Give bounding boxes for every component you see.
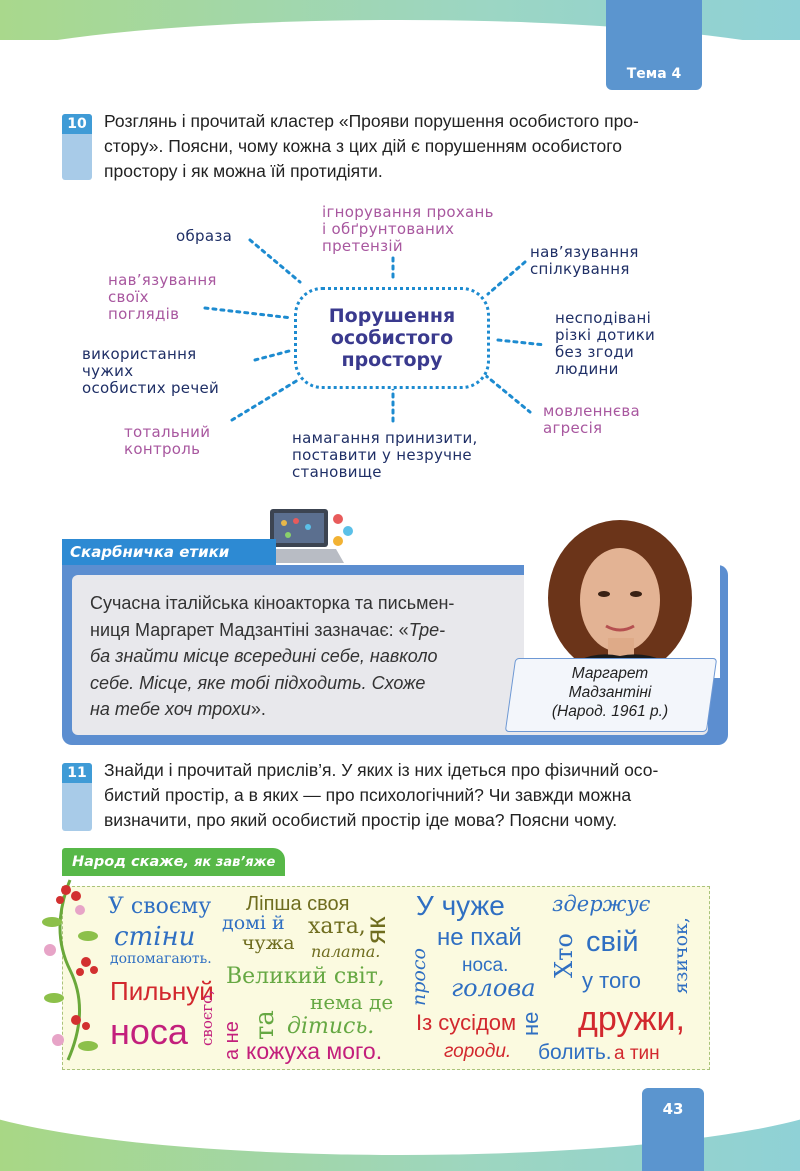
quote-text-italic: на тебе хоч трохи bbox=[90, 699, 251, 719]
cluster-item-line: різкі дотики bbox=[555, 326, 656, 344]
proverb-word: чужа bbox=[242, 932, 295, 954]
proverb-word: У чуже bbox=[416, 890, 505, 921]
cluster-item-line: тотальний bbox=[124, 423, 211, 441]
proverbs-label-part: як зав’яже bbox=[194, 855, 276, 870]
cluster-center-line: Порушення bbox=[328, 305, 456, 327]
quote-text: Сучасна італійська кіноакторка та письмен- bbox=[90, 593, 455, 613]
page-number: 43 bbox=[662, 1100, 684, 1118]
proverb-word: здержує bbox=[552, 892, 651, 916]
cluster-item-line: своїх bbox=[108, 288, 149, 306]
cluster-item-line: без згоди bbox=[555, 343, 635, 361]
cluster-item-line: несподівані bbox=[555, 309, 652, 327]
text-line: простору і як можна їй протидіяти. bbox=[104, 161, 383, 181]
proverb-word: а тин bbox=[614, 1043, 660, 1064]
text-line: Розглянь і прочитай кластер «Прояви порушення особистого про- bbox=[104, 111, 639, 131]
text-line: Знайди і прочитай прислів’я. У яких із них ідеться про фізичний осо- bbox=[104, 760, 659, 780]
proverb-word: голова bbox=[451, 974, 536, 1002]
topic-label: Тема 4 bbox=[626, 66, 682, 82]
proverb-word: У своєму bbox=[108, 894, 212, 919]
task-number: 11 bbox=[62, 763, 92, 783]
proverb-word: у того bbox=[582, 968, 641, 993]
task-number: 10 bbox=[62, 114, 92, 134]
cluster-item-line: нав’язування bbox=[530, 243, 639, 261]
proverb-word: дружи, bbox=[578, 1000, 685, 1038]
proverb-word: просо bbox=[408, 948, 430, 1006]
cluster-item-line: нав’язування bbox=[108, 271, 217, 289]
page-number-tab bbox=[642, 1088, 704, 1171]
text-line: бистий простір, а в яких — про психологічний? Чи завжди можна bbox=[104, 785, 632, 805]
cluster-item-line: чужих bbox=[82, 362, 134, 380]
proverbs-label-part: Народ скаже, bbox=[72, 854, 190, 870]
proverb-word: болить. bbox=[538, 1041, 612, 1064]
ethics-label: Скарбничка етики bbox=[62, 539, 276, 565]
proverb-word: своєго, bbox=[198, 990, 216, 1046]
proverb-word: палата. bbox=[311, 942, 381, 961]
cluster-item-line: ігнорування прохань bbox=[322, 203, 494, 221]
cluster-center-line: простору bbox=[341, 349, 443, 371]
proverb-word: допомагають. bbox=[110, 951, 212, 967]
proverb-word: городи. bbox=[444, 1041, 512, 1062]
cluster-item-line: агресія bbox=[543, 419, 603, 437]
cluster-item-line: контроль bbox=[124, 440, 201, 458]
proverb-word: носа bbox=[110, 1011, 188, 1052]
cluster-item-line: поставити у незручне bbox=[292, 446, 472, 464]
proverb-word: не bbox=[518, 1011, 543, 1036]
cluster-item-line: використання bbox=[82, 345, 197, 363]
proverb-word: та bbox=[250, 1010, 280, 1040]
proverb-word: домі й bbox=[222, 912, 285, 934]
quote-text: ». bbox=[250, 699, 266, 719]
cluster-item-line: намагання принизити, bbox=[292, 429, 478, 447]
proverb-word: Великий світ, bbox=[226, 964, 385, 989]
cluster-item-line: людини bbox=[555, 360, 619, 378]
proverb-word: хата, bbox=[308, 914, 366, 939]
caption-line: Мадзантіні bbox=[568, 684, 652, 701]
caption-line: (Народ. 1961 р.) bbox=[551, 703, 669, 720]
proverb-word: стіни bbox=[114, 922, 196, 952]
proverb-word: Хто bbox=[550, 933, 578, 978]
proverb-word: нема де bbox=[310, 990, 394, 1014]
cluster-item-line: претензій bbox=[322, 237, 403, 255]
proverb-word: носа. bbox=[462, 955, 509, 976]
proverb-word: як bbox=[360, 916, 391, 944]
quote-text-italic: ба знайти місце всередині себе, навколо bbox=[90, 646, 438, 666]
proverb-word: Ліпша своя bbox=[246, 893, 350, 915]
cluster-item-line: становище bbox=[292, 463, 382, 481]
cluster-item-line: спілкування bbox=[530, 260, 630, 278]
proverb-word: Із сусідом bbox=[416, 1010, 517, 1035]
proverb-word: Пильнуй bbox=[110, 976, 214, 1006]
proverb-word: свій bbox=[586, 926, 639, 958]
quote-text: ниця Маргарет Мадзантіні зазначає: « bbox=[90, 619, 409, 640]
cluster-item-line: образа bbox=[176, 227, 233, 245]
text-line: визначити, про який особистий простір іде мова? Поясни чому. bbox=[104, 810, 618, 830]
text-line: стору». Поясни, чому кожна з цих дій є порушенням особистого bbox=[104, 136, 623, 156]
cluster-item-line: поглядів bbox=[108, 305, 180, 323]
proverb-word: дітись. bbox=[287, 1014, 375, 1039]
proverb-word: язичок, bbox=[670, 917, 692, 994]
quote-text-italic: Тре- bbox=[408, 619, 446, 640]
caption-line: Маргарет bbox=[571, 665, 649, 682]
proverb-word: а не bbox=[221, 1021, 243, 1060]
proverb-word: кожуха мого. bbox=[246, 1038, 383, 1064]
cluster-item-line: особистих речей bbox=[82, 379, 220, 397]
quote-text-italic: себе. Місце, яке тобі підходить. Схоже bbox=[90, 672, 426, 693]
cluster-item-line: і обґрунтованих bbox=[322, 220, 455, 238]
cluster-center-line: особистого bbox=[330, 327, 454, 349]
cluster-item-line: мовленнєва bbox=[543, 402, 641, 420]
proverb-word: не пхай bbox=[437, 924, 522, 951]
